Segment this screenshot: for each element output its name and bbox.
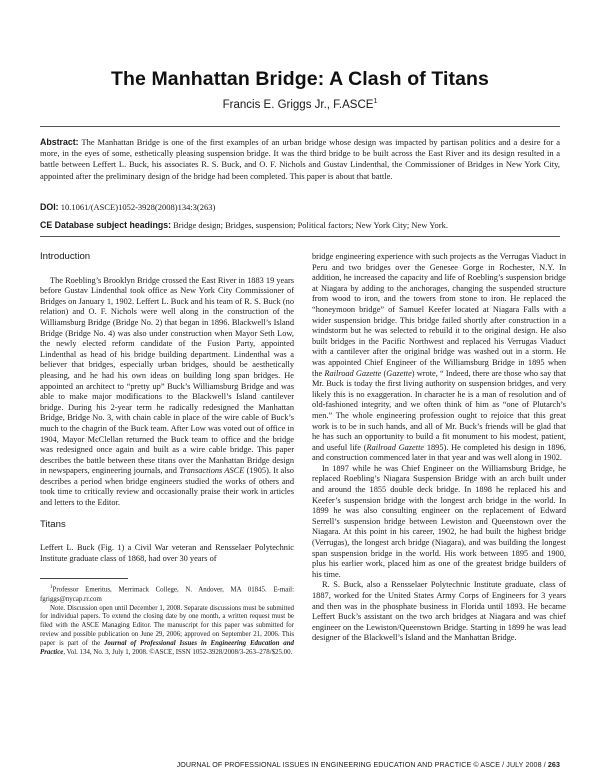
- doi-line: [40, 202, 560, 212]
- footnote-author-text: Professor Emeritus, Merrimack College, N. Andover, MA 01845. E-mail: fgriggs@nycap.rr.com: [40, 586, 294, 603]
- intro-text-part2: (1905). It also describes a period when bridge engineers studied the works of others and took time to critically review and occasionally praise their work in articles and letters to the Editor.: [40, 466, 294, 508]
- abstract-text: The Manhattan Bridge is one of the first examples of an urban bridge whose design was impacted by partisan politics and a desire for a more, in the eyes of some, esthetically pleasing suspension bridge. It was the third bridge to be built across the East River and its design resulted in a battle between Leffert L. Buck, his associates R. S. Buck, and O. F. Nichols and Gustav Lindenthal, the Commissioner of Bridges in New York City, appointed after the preliminary design of the bridge had been completed. This paper is about that battle.: [40, 137, 560, 181]
- paper-title: The Manhattan Bridge: A Clash of Titans: [110, 68, 490, 90]
- footnote-note: [40, 605, 294, 658]
- footnotes: [40, 584, 294, 658]
- railroad-gazette-italic-1: Railroad Gazette: [324, 368, 382, 378]
- top-rule: [40, 126, 560, 127]
- doi-label: DOI:: [40, 202, 59, 212]
- footnote-rule: [40, 578, 128, 579]
- railroad-gazette-italic-2: Railroad Gazette: [366, 442, 425, 452]
- author-line: [40, 98, 560, 111]
- titans-paragraph: Leffert L. Buck (Fig. 1) a Civil War veteran and Rensselaer Polytechnic Institute graduate class of 1868, had over 30 years of: [40, 543, 294, 563]
- abstract-label: Abstract:: [40, 137, 79, 147]
- titans-heading: Titans: [40, 518, 66, 530]
- introduction-paragraph: [40, 276, 294, 509]
- right-p1-part-d: 1895). He completed his design in 1896, and construction commenced later in that year and was well along in 1902.: [312, 442, 566, 463]
- note-journal-name: Journal of Professional Issues in Engineering Education and Practice: [40, 640, 294, 657]
- footnote-author: [40, 584, 294, 604]
- page-number: 263: [547, 761, 560, 769]
- abstract: [40, 137, 560, 182]
- right-column: [312, 252, 566, 644]
- doi-value: 10.1061/(ASCE)1052-3928(2008)134:3(263): [60, 202, 216, 212]
- note-text-part2: , Vol. 134, No. 3, July 1, 2008. ©ASCE, ISSN 1052-3928/2008/3-263–278/$25.00.: [63, 649, 293, 657]
- note-text-part1: Note. Discussion open until December 1, 2008. Separate discussions must be submitted for individual papers. To extend the closing date by one month, a written request must be filed with the ASCE Managing Editor. The manuscript for this paper was submitted for review and possible publication on June 29, 2006; approved on September 21, 2006. This paper is part of the: [40, 604, 294, 648]
- ce-database-text: Bridge design; Bridges, suspension; Political factors; New York City; New York.: [173, 220, 448, 230]
- intro-italic-citation: Transactions ASCE: [179, 466, 245, 476]
- introduction-heading: Introduction: [40, 251, 91, 262]
- header-bottom-rule: [40, 236, 560, 237]
- gazette-italic: Gazette: [386, 368, 412, 378]
- left-column: [40, 252, 294, 658]
- right-p1-part-b: (: [381, 368, 387, 378]
- right-paragraph-1: [312, 252, 566, 464]
- ce-database-headings: [40, 220, 560, 230]
- right-p1-part-c: ) wrote, “ Indeed, there are those who say that Mr. Buck is today the first living authority on suspension bridges, and very likely this is no exaggeration. In character he is a man of resolution and of old-fashioned integrity, and we often think of him as “one of Plutarch’s men.” The whole engineering profession ought to rejoice that this great work is to be in such hands, and all of Mr. Buck’s friends will be glad that he has such an opportunity to build a fit monument to his modest, patient, and useful life (: [312, 368, 566, 452]
- right-p1-part-a: bridge engineering experience with such projects as the Verrugas Viaduct in Peru and two bridges over the Genesee Gorge in Rochester, N.Y. In addition, he increased the capacity and life of Roebling’s suspension bridge at Niagara by adding to the anchorages, changing the suspended structure from wood to iron, and the towers from stone to iron. He replaced the “honeymoon bridge” of Samuel Keefer located at Niagara Falls with a wider suspension bridge. This bridge failed shortly after construction in a windstorm but he was selected to rebuild it to the original design. He also built bridges in the Pacific Northwest and replaced his Verrugas Viaduct with a cantilever after the original bridge was washed out in a storm. He was appointed Chief Engineer of the Williamsburg Bridge in 1895 when the: [312, 252, 566, 378]
- ce-database-label: CE Database subject headings:: [40, 220, 172, 230]
- author-name: Francis E. Griggs Jr., F.ASCE: [222, 99, 374, 111]
- footer-journal-text: JOURNAL OF PROFESSIONAL ISSUES IN ENGINEERING EDUCATION AND PRACTICE © ASCE / JULY 2008 /: [176, 761, 548, 769]
- author-footnote-mark: 1: [373, 98, 378, 105]
- page-footer: [40, 761, 560, 769]
- right-paragraph-2: In 1897 while he was Chief Engineer on the Williamsburg Bridge, he replaced Roebling’s Niagara Suspension Bridge with an arch built under and around the 1855 double deck bridge. In 1898 he replaced his and Keefer’s suspension bridge with the longest arch bridge in the world. In 1899 he was also consulting engineer on the replacement of Edward Serrell’s suspension bridge between Lewiston and Queenstown over the Niagara. At this point in his career, 1902, he had built the highest bridge (Verrugas), the longest arch bridge (Niagara), and was building the longest span suspension bridge in the world. His work between 1895 and 1900, plus his earlier work, placed him as one of the greatest bridge builders of his time.: [312, 463, 566, 579]
- intro-text-part1: The Roebling’s Brooklyn Bridge crossed the East River in 1883 19 years before Gustav Lindenthal took office as New York City Commissioner of Bridges on January 1, 1902. Leffert L. Buck and his team of R. S. Buck (no relation) and O. F. Nichols were well along in the construction of the Williamsburg Bridge (Bridge No. 2) that began in 1896. Blackwell’s Island Bridge (Bridge No. 4) was also under construction when Mayor Seth Low, the newly elected reform candidate of the Fusion Party, appointed Lindenthal as head of his bridge building department. Lindenthal was a believer that bridges, especially urban bridges, should be aesthetically pleasing, and he had his own ideas on building long span bridges. He appointed an architect to “pretty up” Buck’s Williamsburg Bridge and was able to make major modifications to the Blackwell’s Island cantilever bridge. During his 2-year term he radically redesigned the Manhattan Bridge, Bridge No. 3, with chain cable in place of the wire cable of Buck’s much to the chagrin of the Buck team. After Low was voted out of office in 1904, Mayor McClellan returned the Buck team to office and the bridge was redesigned once again and built as a wire cable bridge. This paper describes the battle between these titans over the Manhattan Bridge design in newspapers, engineering journals, and: [40, 275, 294, 476]
- right-paragraph-3: R. S. Buck, also a Rensselaer Polytechnic Institute graduate, class of 1887, worked for the United States Army Corps of Engineers for 3 years and then was in the phosphate business in Florida until 1893. He became Leffert Buck’s assistant on the two arch bridges at Niagara and was chief engineer on the Lewiston/Queenstown Bridge. Starting in 1899 he was lead designer of the Blackwell’s Island and the Manhattan Bridge.: [312, 580, 566, 643]
- footnote-mark: 1: [50, 585, 53, 591]
